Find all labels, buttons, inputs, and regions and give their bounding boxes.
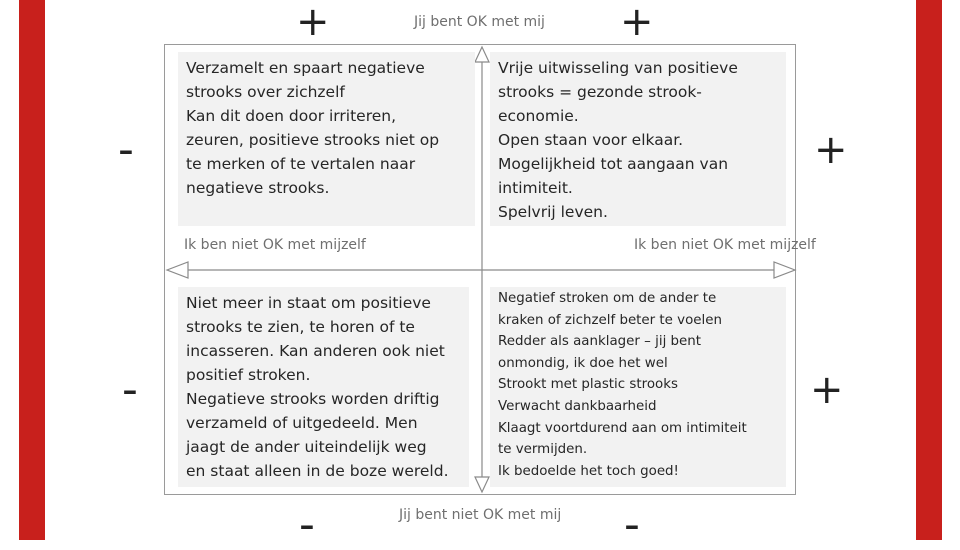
quadrant-bottom-left: Niet meer in staat om positieve strooks te zien, te horen of te incasseren. Kan anderen ook niet positief stroken. Negatieve strooks worden driftig verzameld of uitgedeeld. Men jaagt de ander uiteindelijk weg en staat alleen in de boze wereld.	[178, 287, 469, 487]
axis-label-mid-left: Ik ben niet OK met mijzelf	[184, 237, 366, 253]
sign-top-left: +	[296, 0, 330, 45]
quadrant-bottom-right: Negatief stroken om de ander te kraken of zichzelf beter te voelen Redder als aanklager – jij bent onmondig, ik doe het wel Strookt met plastic strooks Verwacht dankbaarheid Klaagt voortdurend aan om intimiteit te vermijden. Ik bedoelde het toch goed!	[490, 287, 786, 487]
sign-right-upper: +	[814, 127, 848, 173]
sign-left-upper: -	[118, 124, 134, 175]
sign-right-lower: +	[810, 367, 844, 413]
arrow-down-icon	[475, 477, 489, 492]
sign-bottom-left: -	[299, 499, 315, 550]
arrow-left-icon	[167, 262, 188, 278]
axis-label-bottom: Jij bent niet OK met mij	[399, 507, 562, 523]
axis-label-mid-right: Ik ben niet OK met mijzelf	[634, 237, 816, 253]
sign-left-lower: -	[122, 364, 138, 415]
quadrant-top-left: Verzamelt en spaart negatieve strooks over zichzelf Kan dit doen door irriteren, zeuren, positieve strooks niet op te merken of te vertalen naar negatieve strooks.	[178, 52, 475, 226]
arrow-up-icon	[475, 47, 489, 62]
quadrant-top-right: Vrije uitwisseling van positieve strooks = gezonde strook- economie. Open staan voor elkaar. Mogelijkheid tot aangaan van intimiteit. Spelvrij leven.	[490, 52, 786, 226]
axis-label-top: Jij bent OK met mij	[414, 14, 545, 30]
sign-bottom-right: -	[624, 499, 640, 550]
sign-top-right: +	[620, 0, 654, 45]
arrow-right-icon	[774, 262, 795, 278]
